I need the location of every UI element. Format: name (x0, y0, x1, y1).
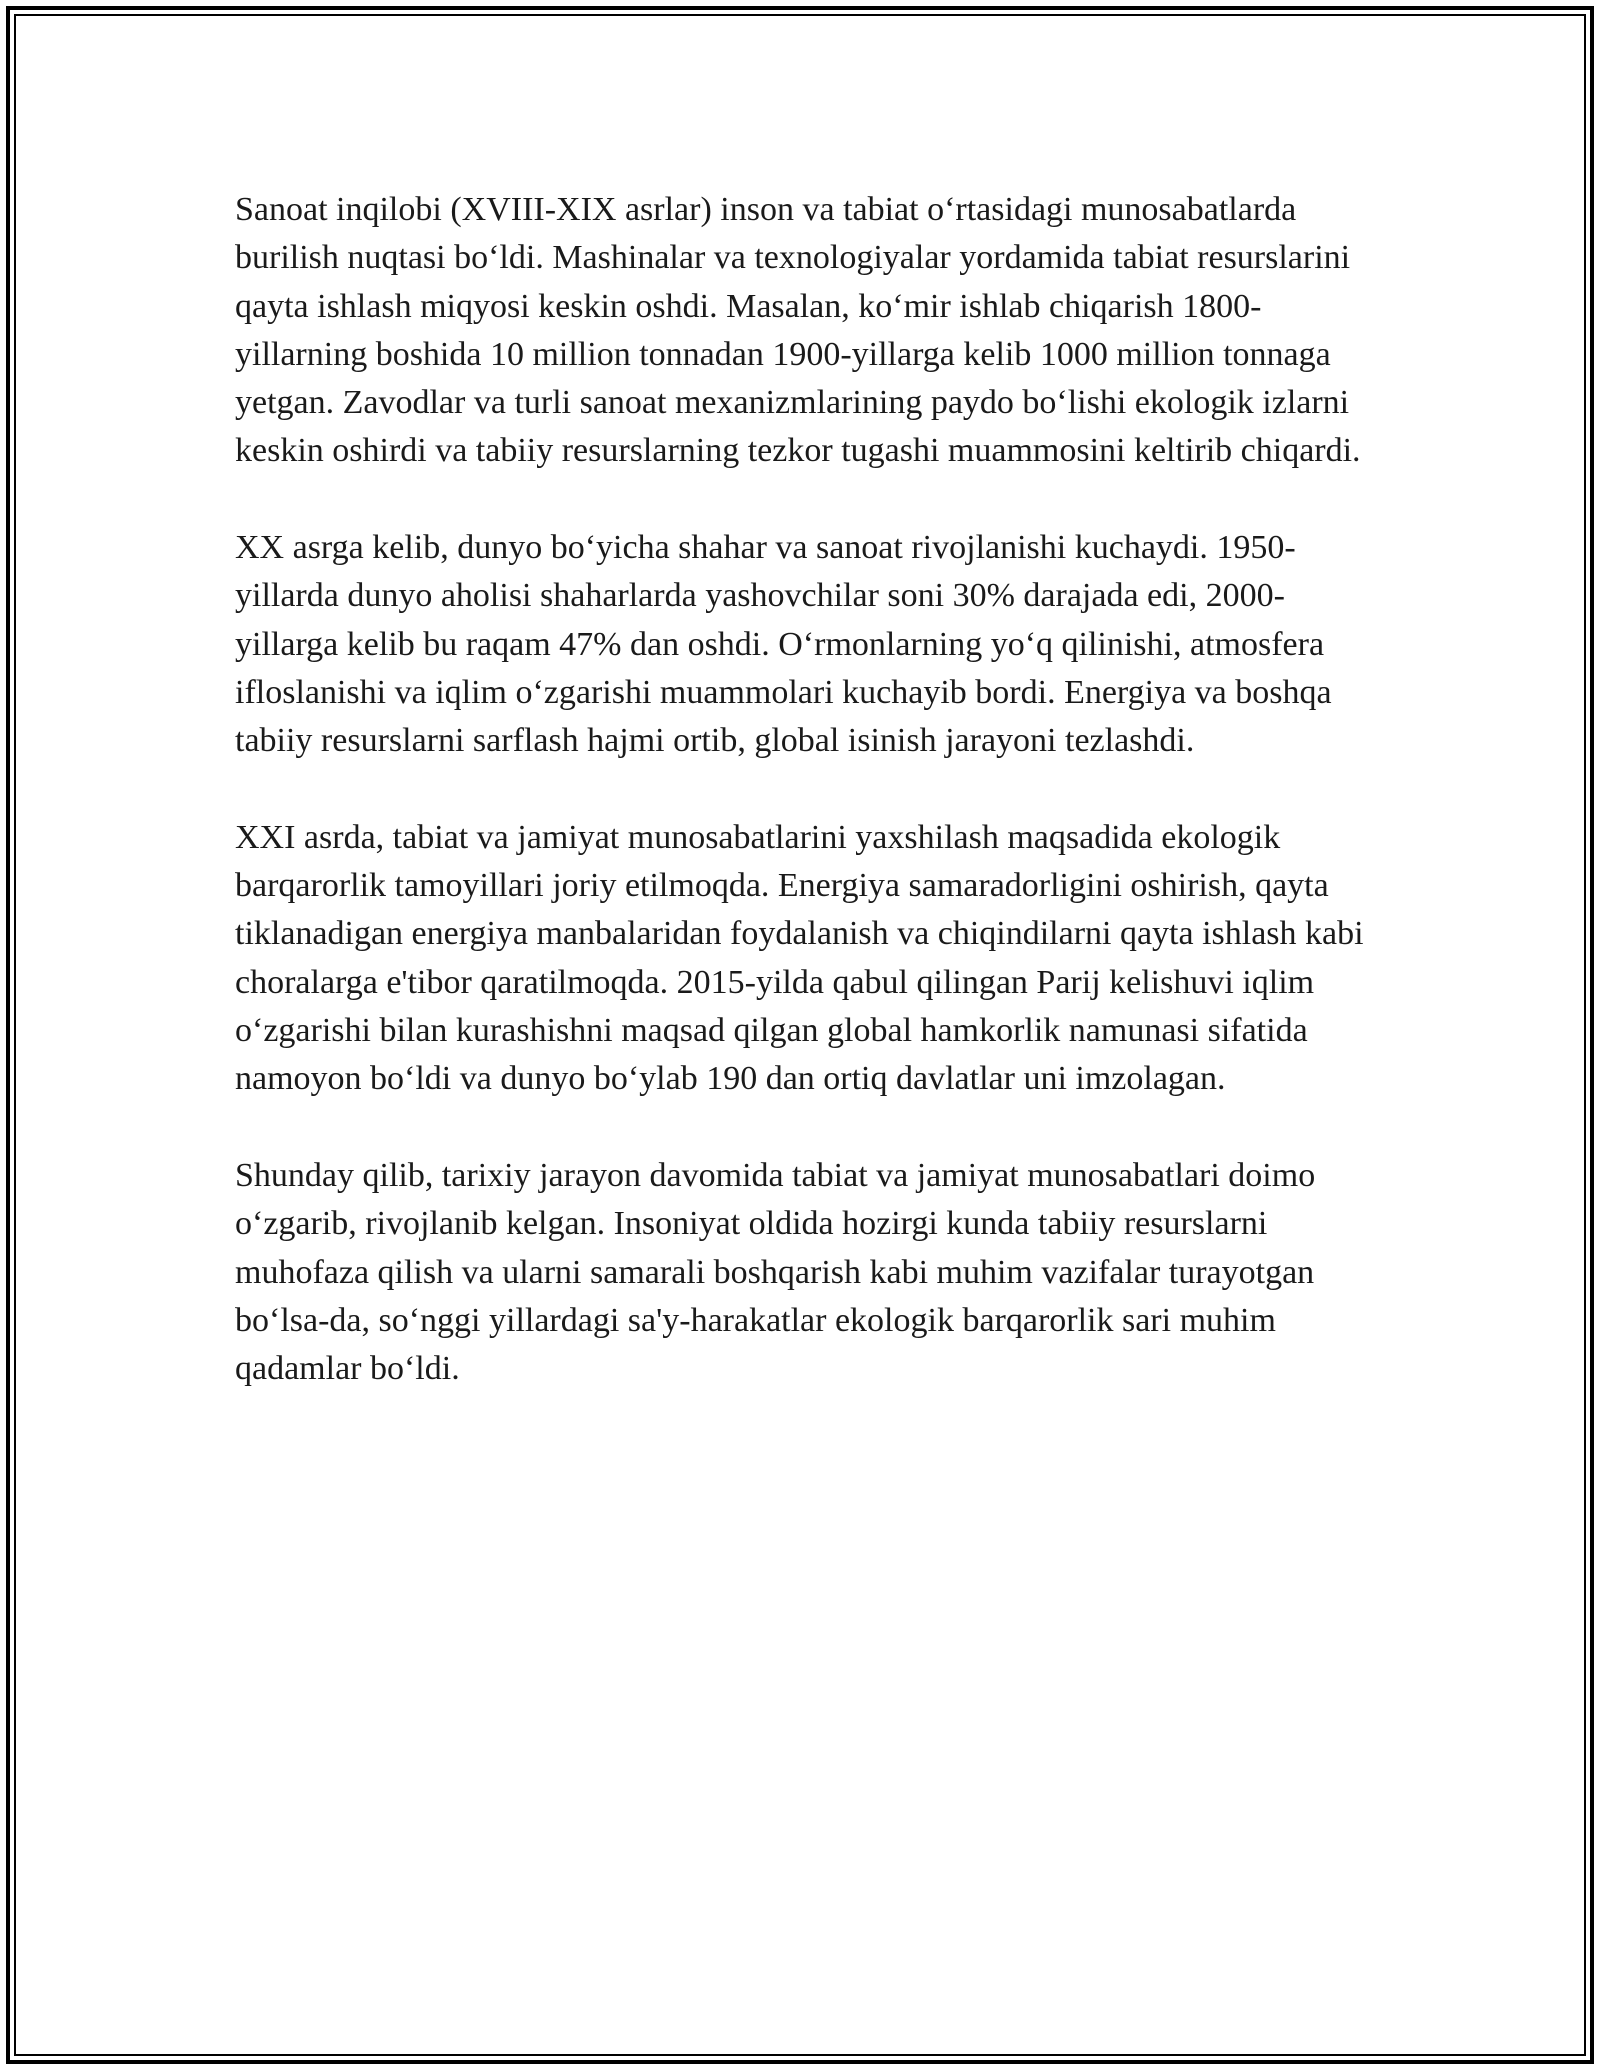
paragraph-2: XX asrga kelib, dunyo bo‘yicha shahar va sanoat rivojlanishi kuchaydi. 1950-yillarda dunyo aholisi shaharlarda yashovchilar soni 30% darajada edi, 2000-yillarga kelib bu raqam 47% dan oshdi. O‘rmonlarning yo‘q qilinishi, atmosfera ifloslanishi va iqlim o‘zgarishi muammolari kuchayib bordi. Energiya va boshqa tabiiy resurslarni sarflash hajmi ortib, global isinish jarayoni tezlashdi. (235, 529, 1332, 760)
paragraph-4: Shunday qilib, tarixiy jarayon davomida tabiat va jamiyat munosabatlari doimo o‘zgarib, rivojlanib kelgan. Insoniyat oldida hozirgi kunda tabiiy resurslarni muhofaza qilish va ularni samarali boshqarish kabi muhim vazifalar turayotgan bo‘lsa-da, so‘nggi yillardagi sa'y-harakatlar ekologik barqarorlik sari muhim qadamlar bo‘ldi. (235, 1156, 1316, 1388)
document-body (235, 186, 1375, 1393)
paragraph-1: Sanoat inqilobi (XVIII-XIX asrlar) inson va tabiat o‘rtasidagi munosabatlarda burilish nuqtasi bo‘ldi. Mashinalar va texnologiyalar yordamida tabiat resurslarini qayta ishlash miqyosi keskin oshdi. Masalan, ko‘mir ishlab chiqarish 1800-yillarning boshida 10 million tonnadan 1900-yillarga kelib 1000 million tonnaga yetgan. Zavodlar va turli sanoat mexanizmlarining paydo bo‘lishi ekologik izlarni keskin oshirdi va tabiiy resurslarning tezkor tugashi muammosini keltirib chiqardi. (235, 191, 1361, 470)
paragraph-3: XXI asrda, tabiat va jamiyat munosabatlarini yaxshilash maqsadida ekologik barqarorlik tamoyillari joriy etilmoqda. Energiya samaradorligini oshirish, qayta tiklanadigan energiya manbalaridan foydalanish va chiqindilarni qayta ishlash kabi choralarga e'tibor qaratilmoqda. 2015-yilda qabul qilingan Parij kelishuvi iqlim o‘zgarishi bilan kurashishni maqsad qilgan global hamkorlik namunasi sifatida namoyon bo‘ldi va dunyo bo‘ylab 190 dan ortiq davlatlar uni imzolagan. (235, 818, 1364, 1098)
